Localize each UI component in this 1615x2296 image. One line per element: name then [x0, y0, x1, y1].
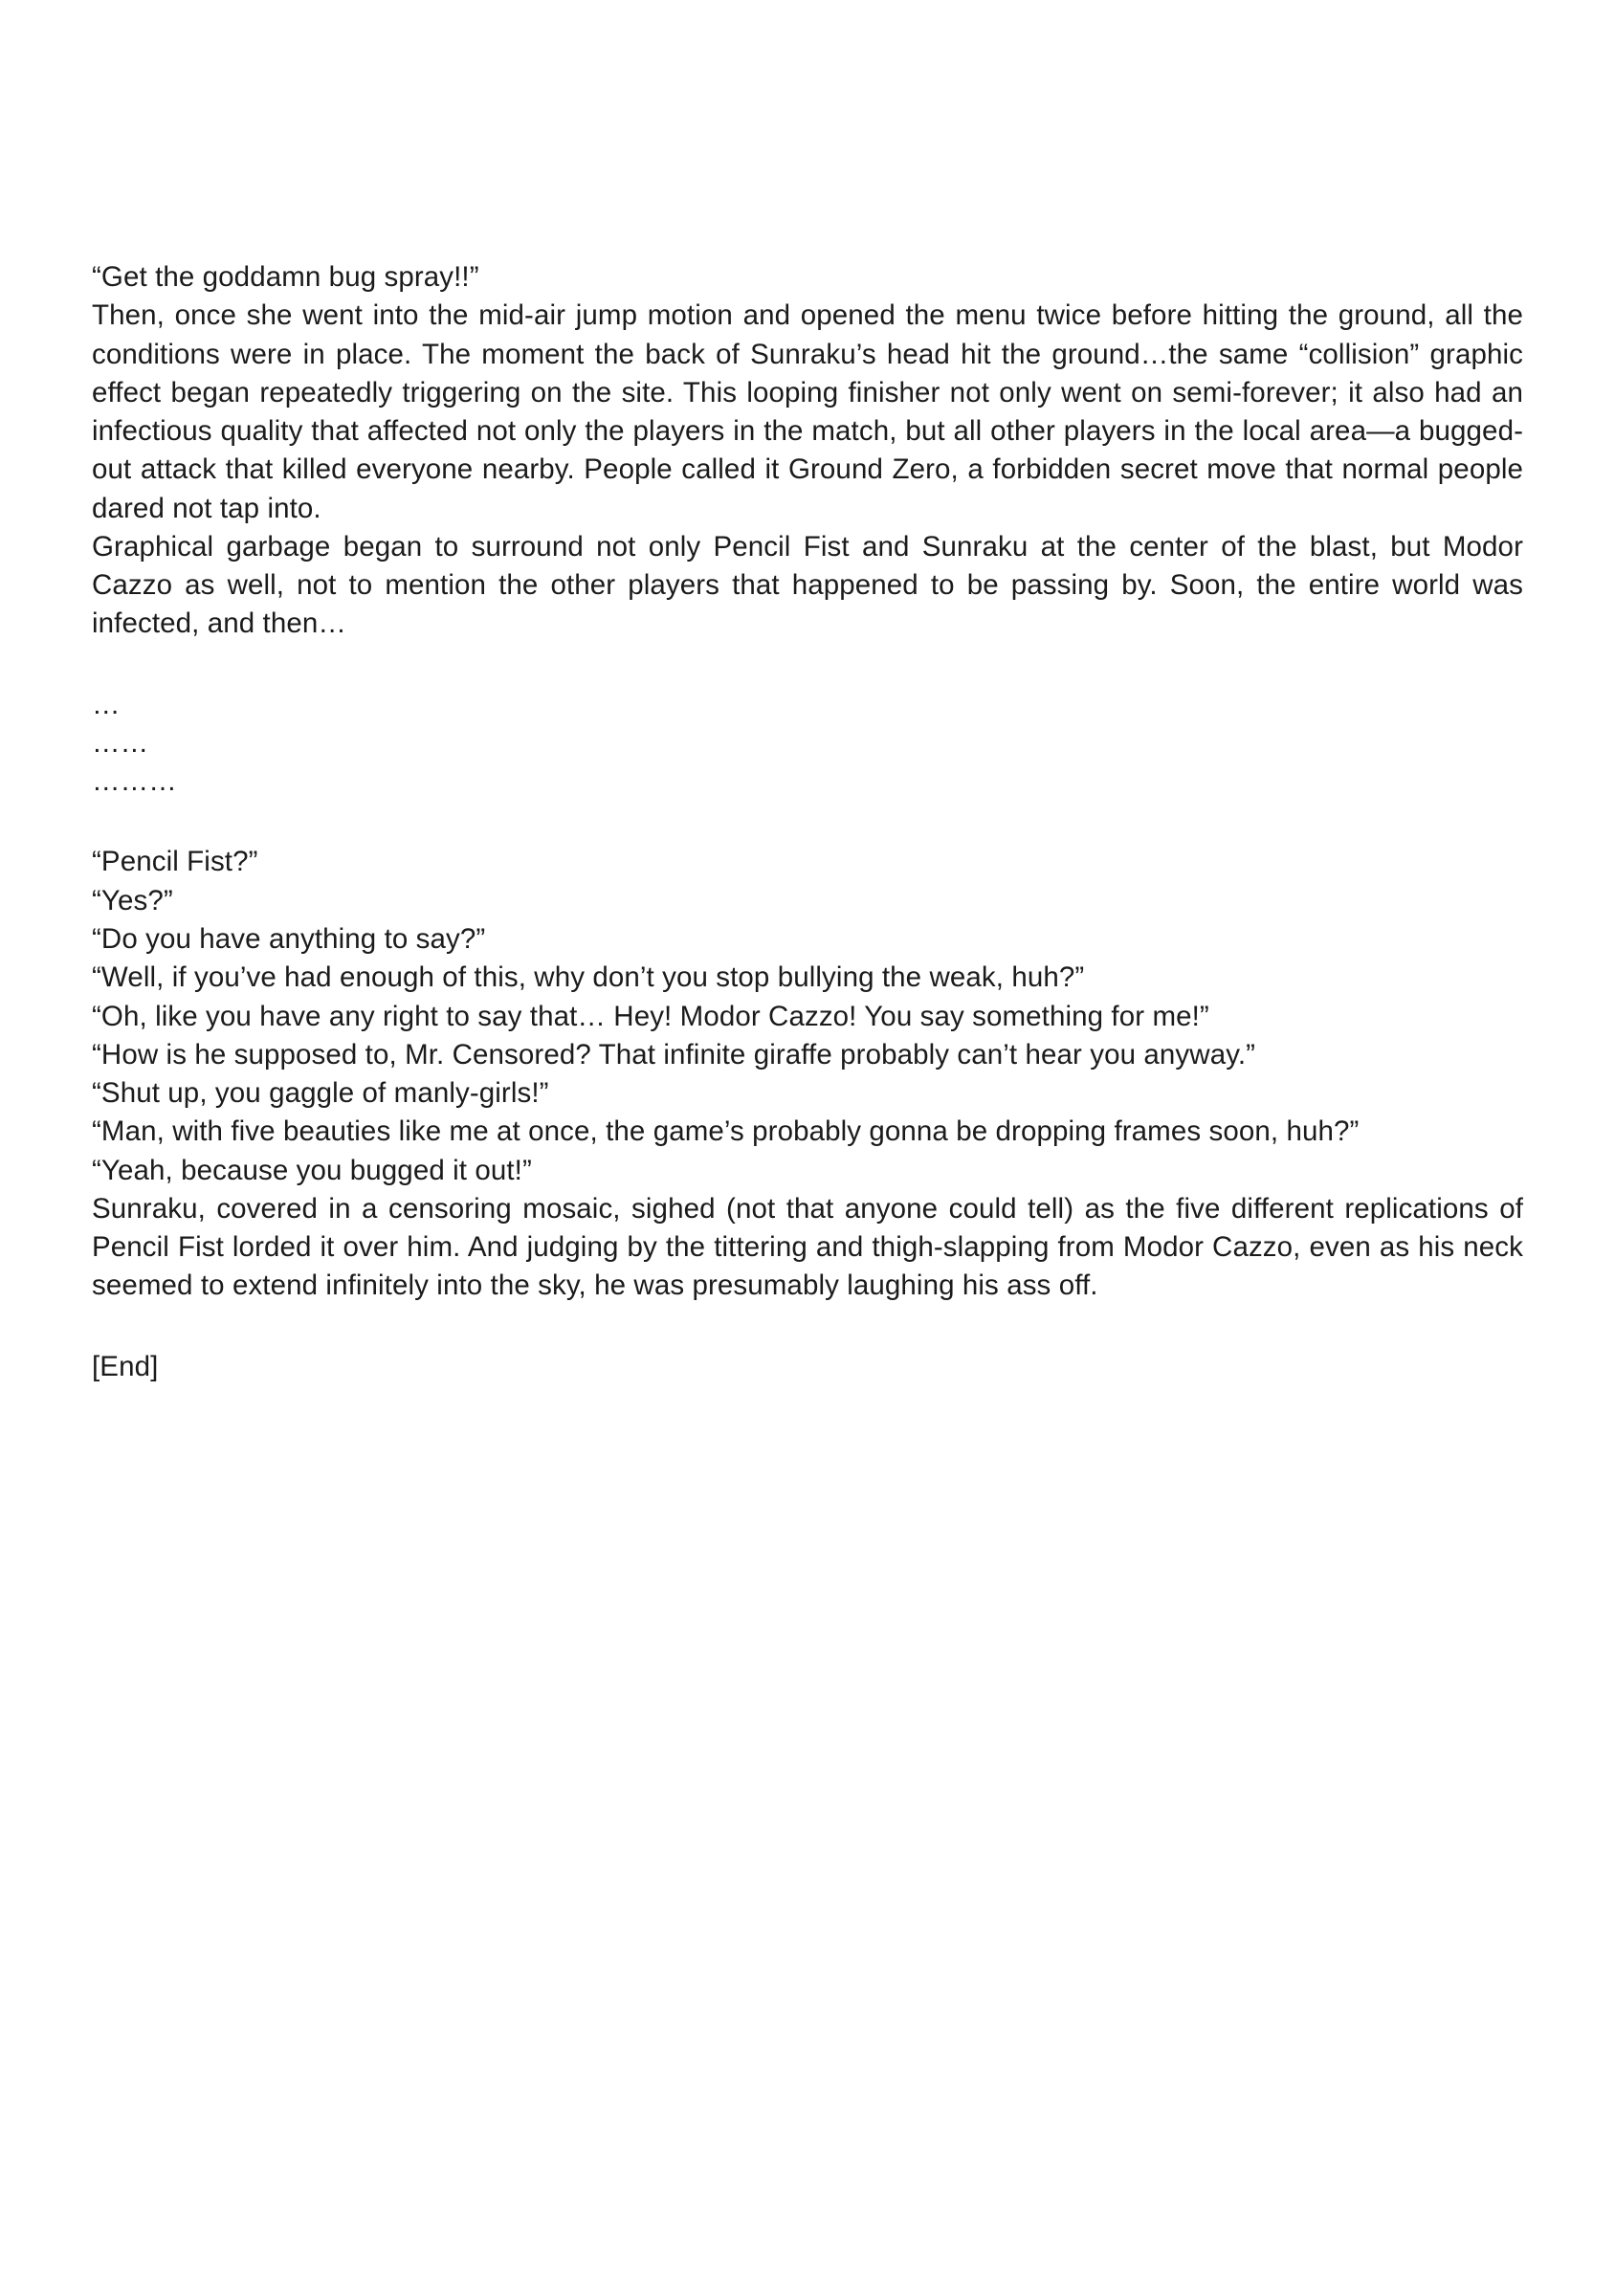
- document-body: [92, 258, 1523, 1386]
- end-marker: [End]: [92, 1350, 159, 1382]
- dialogue-line: “Shut up, you gaggle of manly-girls!”: [92, 1077, 549, 1110]
- section-gap: [92, 644, 1523, 686]
- paragraph: Graphical garbage began to surround not only Pencil Fist and Sunraku at the center of the blast, but Modor Cazzo as well, not to mention the other players that happened to be passing by. Soon, the entire world was infected, and then…: [92, 530, 1523, 640]
- section-gap: [92, 801, 1523, 843]
- ellipsis-block: [92, 686, 1523, 802]
- ellipsis-line: ………: [92, 765, 177, 798]
- ellipsis-line: ……: [92, 726, 149, 759]
- dialogue-section: [92, 843, 1523, 1305]
- dialogue-line: “Yeah, because you bugged it out!”: [92, 1154, 532, 1186]
- dialogue-line: “Oh, like you have any right to say that… Hey! Modor Cazzo! You say something for me!”: [92, 1000, 1209, 1032]
- dialogue-line: “Well, if you’ve had enough of this, why don’t you stop bullying the weak, huh?”: [92, 961, 1085, 994]
- dialogue-line: “Man, with five beauties like me at once, the game’s probably gonna be dropping frames soon, huh?”: [92, 1115, 1360, 1148]
- section-gap: [92, 1306, 1523, 1348]
- paragraph: Sunraku, covered in a censoring mosaic, sighed (not that anyone could tell) as the five different replications of Pencil Fist lorded it over him. And judging by the tittering and thigh-slapping from Modor Cazzo, even as his neck seemed to extend infinitely into the sky, he was presumably laughing his ass off.: [92, 1192, 1523, 1302]
- ellipsis-line: …: [92, 688, 121, 720]
- paragraph: Then, once she went into the mid-air jump motion and opened the menu twice before hitting the ground, all the conditions were in place. The moment the back of Sunraku’s head hit the ground…the same “collision” graphic effect began repeatedly triggering on the site. This looping finisher not only went on semi-forever; it also had an infectious quality that affected not only the players in the match, but all other players in the local area—a bugged-out attack that killed everyone nearby. People called it Ground Zero, a forbidden secret move that normal people dared not tap into.: [92, 299, 1523, 524]
- dialogue-line: “Do you have anything to say?”: [92, 922, 486, 955]
- dialogue-line: “Yes?”: [92, 884, 173, 916]
- opening-section: [92, 258, 1523, 644]
- paragraph: “Get the goddamn bug spray!!”: [92, 261, 479, 293]
- dialogue-line: “Pencil Fist?”: [92, 846, 258, 878]
- dialogue-line: “How is he supposed to, Mr. Censored? That infinite giraffe probably can’t hear you anyway.”: [92, 1038, 1256, 1071]
